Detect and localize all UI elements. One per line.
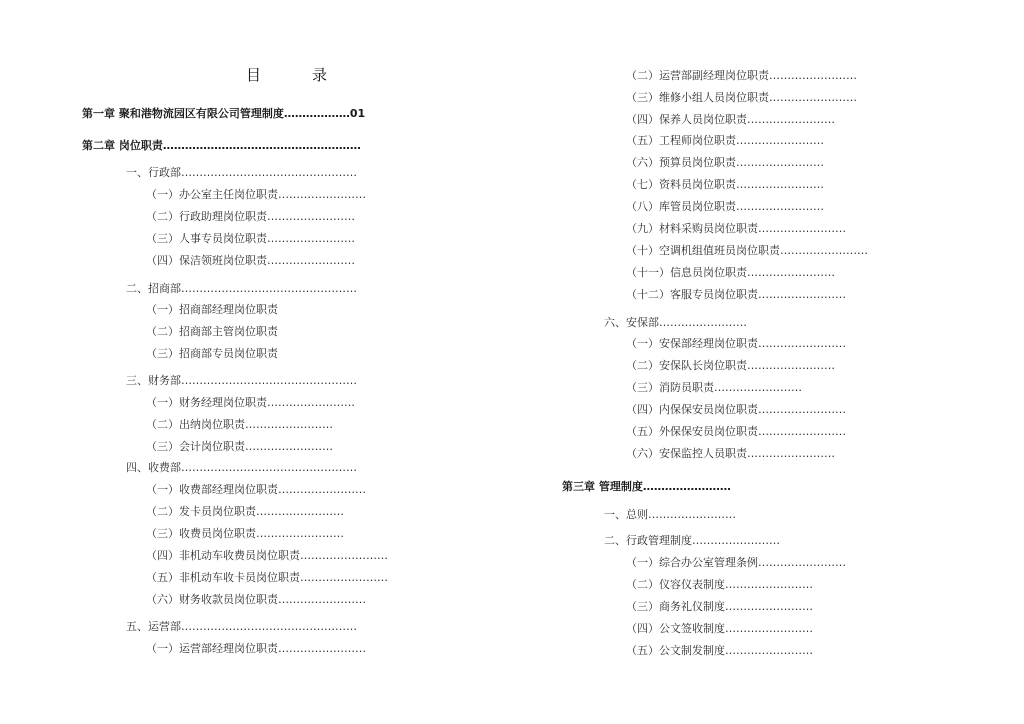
toc-entry-item[interactable]: （一）综合办公室管理条例…………………… — [626, 556, 846, 569]
toc-entry-item[interactable]: （三）人事专员岗位职责…………………… — [146, 232, 355, 245]
toc-entry-item[interactable]: （六）财务收款员岗位职责…………………… — [146, 593, 366, 606]
toc-entry-chapter[interactable]: 第一章 聚和港物流园区有限公司管理制度………………01 — [82, 107, 366, 120]
toc-entry-item[interactable]: （四）公文签收制度…………………… — [626, 622, 813, 635]
toc-entry-item[interactable]: （七）资料员岗位职责…………………… — [626, 178, 824, 191]
toc-entry-item[interactable]: （五）外保保安员岗位职责…………………… — [626, 425, 846, 438]
toc-entry-item[interactable]: （二）运营部副经理岗位职责…………………… — [626, 69, 857, 82]
toc-entry-item[interactable]: （五）非机动车收卡员岗位职责…………………… — [146, 571, 388, 584]
toc-entry-item[interactable]: （四）非机动车收费员岗位职责…………………… — [146, 549, 388, 562]
toc-entry-chapter[interactable]: 第二章 岗位职责……………………………………………… — [82, 139, 361, 152]
toc-entry-item[interactable]: （四）内保保安员岗位职责…………………… — [626, 403, 846, 416]
toc-entry-dept[interactable]: 二、招商部………………………………………… — [126, 282, 357, 295]
toc-entry-item[interactable]: （二）招商部主管岗位职责 — [146, 325, 278, 338]
toc-entry-item[interactable]: （八）库管员岗位职责…………………… — [626, 200, 824, 213]
toc-entry-item[interactable]: （一）运营部经理岗位职责…………………… — [146, 642, 366, 655]
toc-entry-item[interactable]: （五）工程师岗位职责…………………… — [626, 134, 824, 147]
toc-entry-dept[interactable]: 二、行政管理制度…………………… — [604, 534, 780, 547]
toc-entry-item[interactable]: （二）行政助理岗位职责…………………… — [146, 210, 355, 223]
toc-entry-item[interactable]: （六）预算员岗位职责…………………… — [626, 156, 824, 169]
toc-entry-item[interactable]: （十一）信息员岗位职责…………………… — [626, 266, 835, 279]
toc-entry-dept[interactable]: 三、财务部………………………………………… — [126, 374, 357, 387]
toc-entry-item[interactable]: （一）办公室主任岗位职责…………………… — [146, 188, 366, 201]
toc-entry-item[interactable]: （三）维修小组人员岗位职责…………………… — [626, 91, 857, 104]
toc-entry-item[interactable]: （十二）客服专员岗位职责…………………… — [626, 288, 846, 301]
toc-entry-item[interactable]: （三）商务礼仪制度…………………… — [626, 600, 813, 613]
toc-entry-item[interactable]: （三）收费员岗位职责…………………… — [146, 527, 344, 540]
toc-entry-item[interactable]: （二）发卡员岗位职责…………………… — [146, 505, 344, 518]
toc-entry-item[interactable]: （一）安保部经理岗位职责…………………… — [626, 337, 846, 350]
toc-entry-item[interactable]: （一）招商部经理岗位职责 — [146, 303, 278, 316]
toc-entry-item[interactable]: （六）安保监控人员职责…………………… — [626, 447, 835, 460]
toc-entry-item[interactable]: （三）招商部专员岗位职责 — [146, 347, 278, 360]
toc-entry-item[interactable]: （一）收费部经理岗位职责…………………… — [146, 483, 366, 496]
toc-entry-dept[interactable]: 一、行政部………………………………………… — [126, 166, 357, 179]
toc-entry-dept[interactable]: 六、安保部…………………… — [604, 316, 747, 329]
toc-entry-item[interactable]: （三）会计岗位职责…………………… — [146, 440, 333, 453]
toc-entry-item[interactable]: （二）仪容仪表制度…………………… — [626, 578, 813, 591]
toc-entry-item[interactable]: （四）保洁领班岗位职责…………………… — [146, 254, 355, 267]
toc-entry-dept[interactable]: 一、总则…………………… — [604, 508, 736, 521]
toc-entry-item[interactable]: （二）出纳岗位职责…………………… — [146, 418, 333, 431]
toc-entry-chapter[interactable]: 第三章 管理制度…………………… — [562, 480, 731, 493]
toc-entry-dept[interactable]: 四、收费部………………………………………… — [126, 461, 357, 474]
toc-title: 目 录 — [246, 66, 346, 84]
toc-entry-item[interactable]: （一）财务经理岗位职责…………………… — [146, 396, 355, 409]
toc-entry-item[interactable]: （十）空调机组值班员岗位职责…………………… — [626, 244, 868, 257]
toc-entry-item[interactable]: （五）公文制发制度…………………… — [626, 644, 813, 657]
toc-entry-item[interactable]: （四）保养人员岗位职责…………………… — [626, 113, 835, 126]
toc-entry-dept[interactable]: 五、运营部………………………………………… — [126, 620, 357, 633]
toc-entry-item[interactable]: （九）材料采购员岗位职责…………………… — [626, 222, 846, 235]
toc-entry-item[interactable]: （二）安保队长岗位职责…………………… — [626, 359, 835, 372]
toc-entry-item[interactable]: （三）消防员职责…………………… — [626, 381, 802, 394]
